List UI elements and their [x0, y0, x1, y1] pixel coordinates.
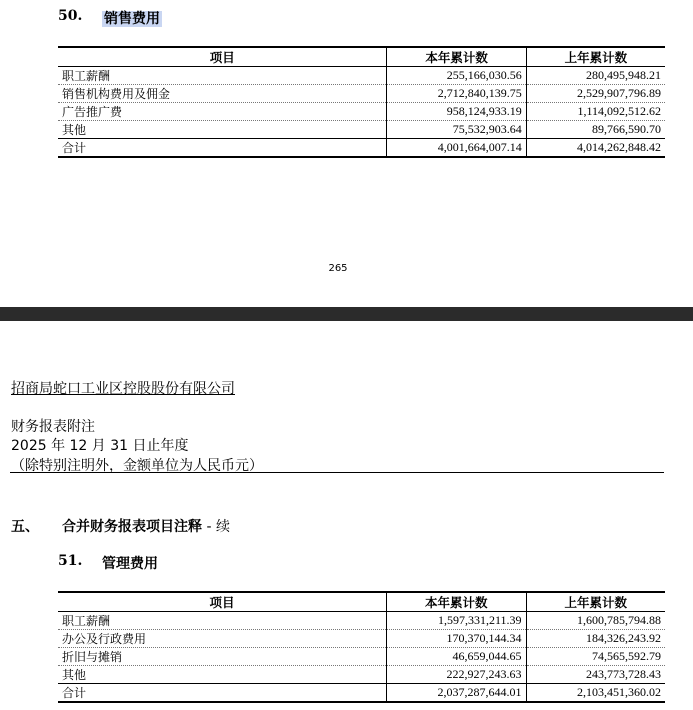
row-item: 广告推广费 — [58, 103, 387, 121]
row-current: 75,532,903.64 — [387, 121, 526, 139]
row-prior: 1,114,092,512.62 — [526, 103, 665, 121]
total-prior: 2,103,451,360.02 — [526, 684, 665, 703]
total-current: 4,001,664,007.14 — [387, 139, 526, 158]
chapter-title — [62, 516, 230, 536]
row-current: 46,659,044.65 — [387, 648, 526, 666]
row-prior: 89,766,590.70 — [526, 121, 665, 139]
row-current: 222,927,243.63 — [387, 666, 526, 684]
row-current: 958,124,933.19 — [387, 103, 526, 121]
table-total-row — [58, 684, 665, 703]
total-current: 2,037,287,644.01 — [387, 684, 526, 703]
page-number: 265 — [328, 263, 348, 274]
chapter-number: 五、 — [11, 519, 39, 535]
header-prior-year: 上年累计数 — [526, 47, 665, 67]
table-row — [58, 612, 665, 630]
total-label: 合计 — [58, 684, 387, 703]
section-50-title — [102, 8, 162, 28]
row-item: 职工薪酬 — [58, 67, 387, 85]
table-total-row — [58, 139, 665, 158]
page-divider — [0, 307, 693, 321]
section-51-number: 51. — [58, 553, 83, 569]
header-rule — [10, 472, 664, 473]
table-row — [58, 121, 665, 139]
table-row — [58, 85, 665, 103]
table-row — [58, 648, 665, 666]
chapter-title-text: 合并财务报表项目注释 — [62, 519, 202, 535]
total-label: 合计 — [58, 139, 387, 158]
table-row — [58, 666, 665, 684]
table-header-row — [58, 592, 665, 612]
table-row — [58, 630, 665, 648]
header-prior-year: 上年累计数 — [526, 592, 665, 612]
row-prior: 2,529,907,796.89 — [526, 85, 665, 103]
section-50-title-text: 销售费用 — [104, 11, 160, 27]
table-row — [58, 103, 665, 121]
header-item: 项目 — [58, 47, 387, 67]
row-item: 其他 — [58, 666, 387, 684]
chapter-title-suffix: - 续 — [202, 519, 230, 535]
row-prior: 243,773,728.43 — [526, 666, 665, 684]
row-item: 职工薪酬 — [58, 612, 387, 630]
row-item: 折旧与摊销 — [58, 648, 387, 666]
row-prior: 74,565,592.79 — [526, 648, 665, 666]
row-item: 其他 — [58, 121, 387, 139]
row-item: 办公及行政费用 — [58, 630, 387, 648]
row-prior: 280,495,948.21 — [526, 67, 665, 85]
row-prior: 184,326,243.92 — [526, 630, 665, 648]
row-item: 销售机构费用及佣金 — [58, 85, 387, 103]
doc-title: 财务报表附注 — [11, 419, 95, 435]
row-current: 255,166,030.56 — [387, 67, 526, 85]
row-current: 2,712,840,139.75 — [387, 85, 526, 103]
selling-expenses-table — [58, 46, 665, 158]
section-50-number: 50. — [58, 8, 83, 24]
table-row — [58, 67, 665, 85]
admin-expenses-table — [58, 591, 665, 703]
row-current: 170,370,144.34 — [387, 630, 526, 648]
company-name: 招商局蛇口工业区控股股份有限公司 — [11, 381, 235, 397]
row-prior: 1,600,785,794.88 — [526, 612, 665, 630]
row-current: 1,597,331,211.39 — [387, 612, 526, 630]
total-prior: 4,014,262,848.42 — [526, 139, 665, 158]
header-current-year: 本年累计数 — [387, 47, 526, 67]
page-266 — [0, 321, 693, 710]
header-item: 项目 — [58, 592, 387, 612]
table-header-row — [58, 47, 665, 67]
currency-note: （除特别注明外，金额单位为人民币元） — [11, 458, 263, 474]
header-current-year: 本年累计数 — [387, 592, 526, 612]
report-period: 2025 年 12 月 31 日止年度 — [11, 438, 189, 454]
section-51-title: 管理费用 — [102, 556, 158, 572]
page-265 — [0, 0, 693, 307]
